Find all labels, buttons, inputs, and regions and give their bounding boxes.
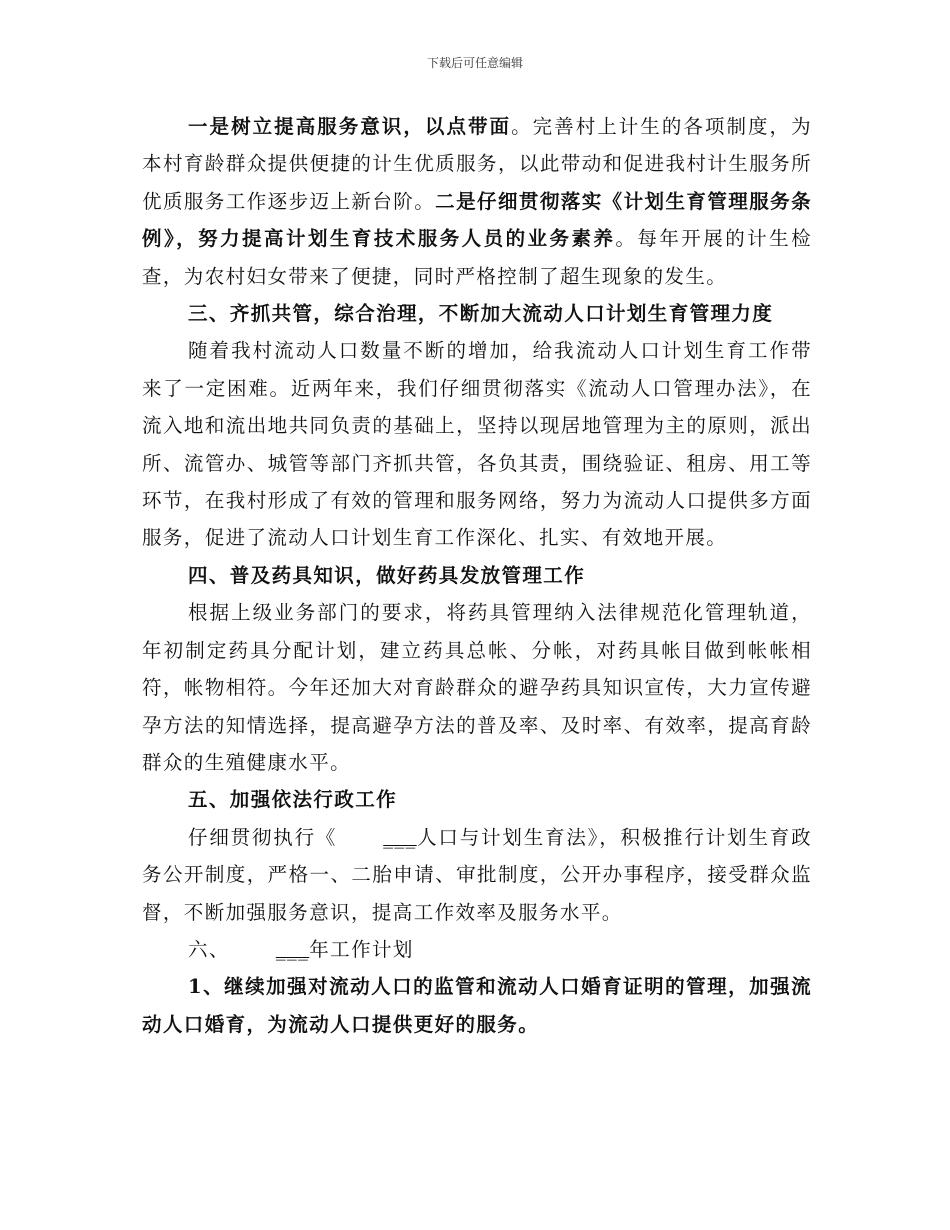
- section-6-heading-pre: 六、: [188, 937, 230, 961]
- section-5-heading: 五、加强依法行政工作: [188, 788, 398, 812]
- section-6-heading: [142, 931, 812, 968]
- year-blank: ___: [383, 825, 417, 849]
- paragraph-1-text-a: 。完善村上计生的各项制度，为本村育龄群众提供便捷的计生优质服务，以此带动和促进我村计生服务所优质服务工作逐步迈上新台阶。: [142, 115, 812, 213]
- section-5-body-post: 人口与计划生育法》，积极推行计划生育政务公开制度，严格一、二胎申请、审批制度，公开办事程序，接受群众监督，不断加强服务意识，提高工作效率及服务水平。: [142, 825, 812, 924]
- section-5-body-pre: 仔细贯彻执行《: [188, 825, 338, 849]
- plan-item-1: 1、继续加强对流动人口的监管和流动人口婚育证明的管理，加强流动人口婚育，为流动人口提供更好的服务。: [142, 975, 812, 1036]
- page-header: 下载后可任意编辑: [426, 56, 523, 70]
- key-point-2: 二是仔细贯彻落实《计划生育管理服务条例》，努力提高计划生育技术服务人员的业务素养: [142, 189, 812, 251]
- section-6-heading-post: 年工作计划: [309, 937, 414, 961]
- paragraph-1: [142, 108, 812, 295]
- section-3-body: 随着我村流动人口数量不断的增加，给我流动人口计划生育工作带来了一定困难。近两年来，我们仔细贯彻落实《流动人口管理办法》，在流入地和流出地共同负责的基础上，坚持以现居地管理为主的原则，派出所、流管办、城管等部门齐抓共管，各负其责，围绕验证、租房、用工等环节，在我村形成了有效的管理和服务网络，努力为流动人口提供多方面服务，促进了流动人口计划生育工作深化、扎实、有效地开展。: [142, 339, 812, 550]
- section-3-heading: 三、齐抓共管，综合治理，不断加大流动人口计划生育管理力度: [188, 302, 774, 326]
- document-body: [142, 108, 812, 1043]
- section-4-body: 根据上级业务部门的要求，将药具管理纳入法律规范化管理轨道，年初制定药具分配计划，建立药具总帐、分帐，对药具帐目做到帐帐相符，帐物相符。今年还加大对育龄群众的避孕药具知识宣传，大力宣传避孕方法的知情选择，提高避孕方法的普及率、及时率、有效率，提高育龄群众的生殖健康水平。: [142, 601, 812, 774]
- section-4-heading: 四、普及药具知识，做好药具发放管理工作: [188, 563, 586, 587]
- year-blank-2: ___: [275, 937, 310, 961]
- section-5-body: [142, 819, 812, 931]
- key-point-1: 一是树立提高服务意识，以点带面: [188, 115, 512, 138]
- paragraph-1-text-b: 。每年开展的计生检查，为农村妇女带来了便捷，同时严格控制了超生现象的发生。: [142, 227, 812, 288]
